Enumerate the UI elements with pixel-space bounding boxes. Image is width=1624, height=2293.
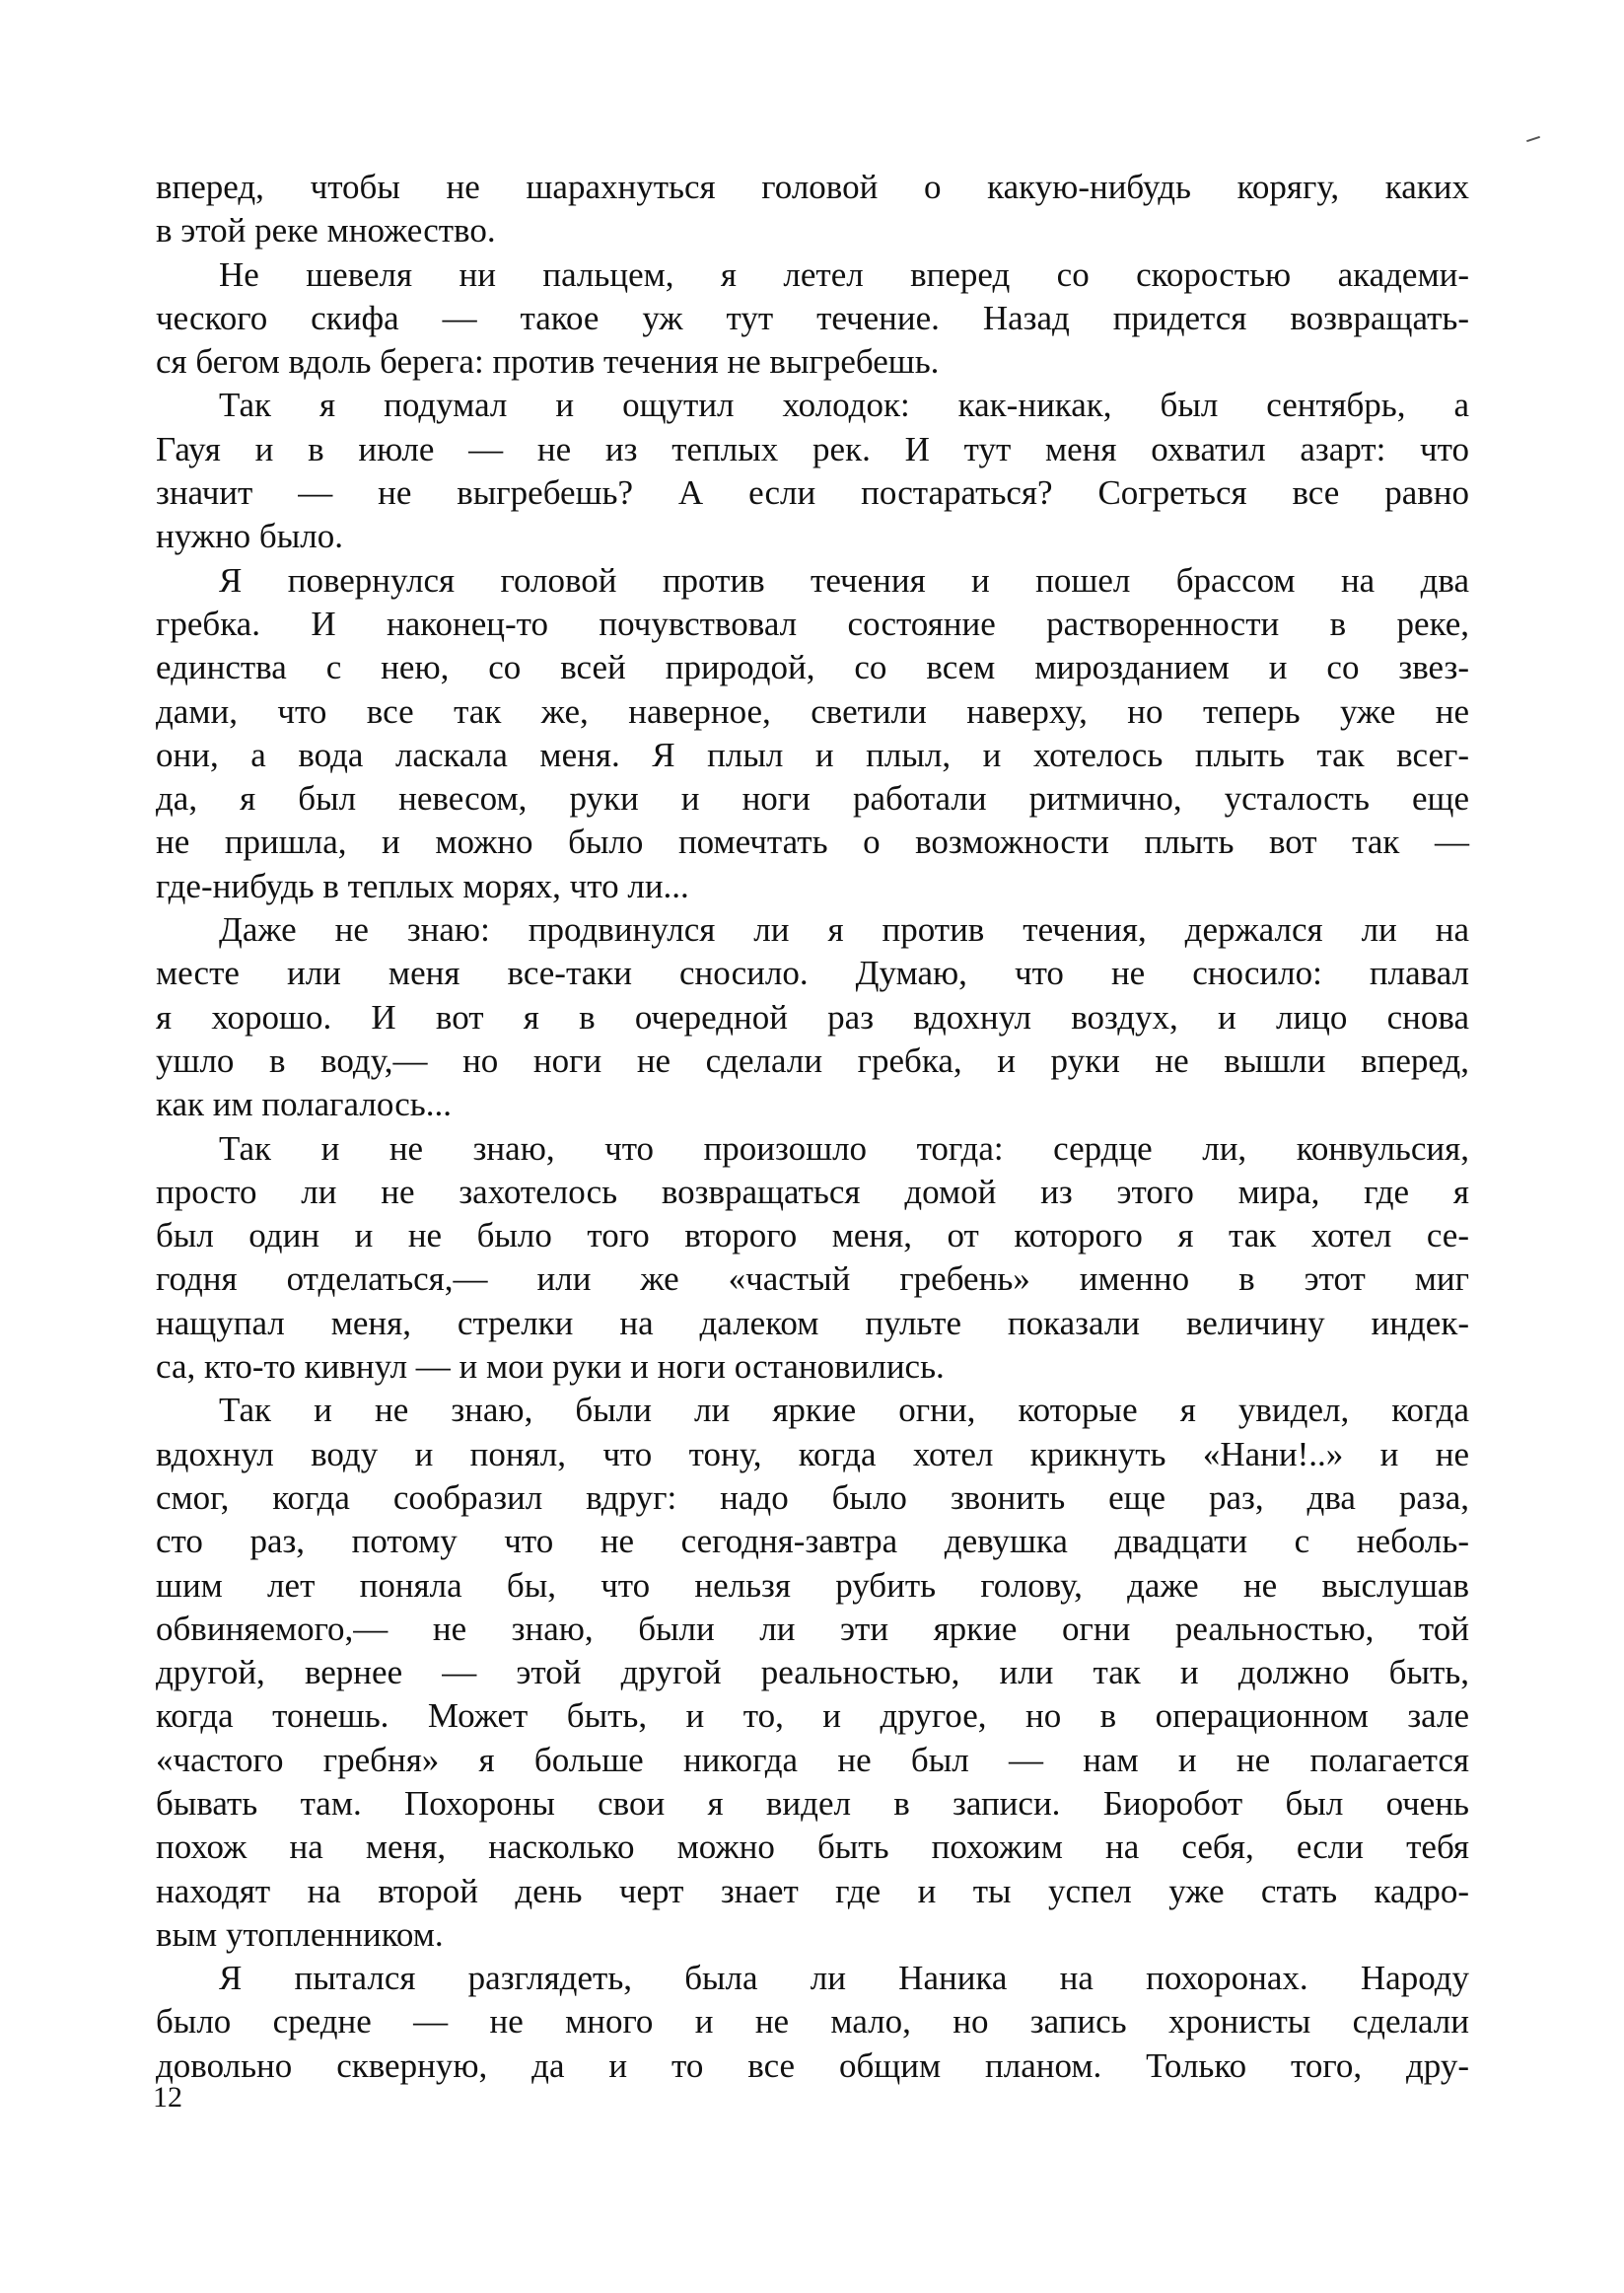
text-line: единства с нею, со всей природой, со всем мирозданием и со звез-	[156, 648, 1469, 687]
text-line: Даже не знаю: продвинулся ли я против течения, держался ли на	[219, 910, 1469, 950]
text-line: Так и не знаю, были ли яркие огни, которые я увидел, когда	[219, 1391, 1469, 1430]
paragraph	[156, 1957, 1469, 2088]
text-line: нужно было.	[156, 517, 343, 556]
text-line: ся бегом вдоль берега: против течения не выгребешь.	[156, 342, 940, 382]
paragraph	[156, 1127, 1469, 1390]
text-line: «частого гребня» я больше никогда не был — нам и не полагается	[156, 1740, 1469, 1779]
text-line: бывать там. Похороны свои я видел в записи. Биоробот был очень	[156, 1783, 1469, 1823]
paragraph	[156, 1389, 1469, 1957]
text-line: Гауя и в июле — не из теплых рек. И тут меня охватил азарт: что	[156, 429, 1469, 468]
text-line: где-нибудь в теплых морях, что ли...	[156, 866, 689, 905]
text-line: Так я подумал и ощутил холодок: как-никак, был сентябрь, а	[219, 386, 1469, 425]
text-line: вдохнул воду и понял, что тону, когда хотел крикнуть «Нани!..» и не	[156, 1434, 1469, 1473]
text-line: гребка. И наконец-то почувствовал состояние растворенности в реке,	[156, 604, 1469, 643]
text-line: просто ли не захотелось возвращаться домой из этого мира, где я	[156, 1172, 1469, 1211]
text-line: значит — не выгребешь? А если постараться? Согреться все равно	[156, 473, 1469, 513]
paragraph	[156, 384, 1469, 558]
text-line: ческого скифа — такое уж тут течение. Назад придется возвращать-	[156, 298, 1469, 337]
scan-speck	[1526, 136, 1540, 142]
paragraph	[156, 253, 1469, 385]
text-line: не пришла, и можно было помечтать о возможности плыть вот так —	[156, 823, 1469, 862]
text-line: вым утопленником.	[156, 1914, 444, 1954]
paragraph	[156, 908, 1469, 1126]
text-line: Я повернулся головой против течения и пошел брассом на два	[219, 560, 1469, 600]
text-line: ушло в воду,— но ноги не сделали гребка, и руки не вышли вперед,	[156, 1040, 1469, 1080]
page-number: 12	[153, 2081, 182, 2114]
text-line: дами, что все так же, наверное, светили наверху, но теперь уже не	[156, 691, 1469, 731]
text-line: са, кто-то кивнул — и мои руки и ноги остановились.	[156, 1347, 945, 1387]
text-line: похож на меня, насколько можно быть похожим на себя, если тебя	[156, 1827, 1469, 1867]
text-line: они, а вода ласкала меня. Я плыл и плыл, и хотелось плыть так всег-	[156, 735, 1469, 774]
paragraph	[156, 166, 1469, 253]
text-line: когда тонешь. Может быть, и то, и другое, но в операционном зале	[156, 1696, 1469, 1736]
text-line: как им полагалось...	[156, 1085, 452, 1124]
text-line: да, я был невесом, руки и ноги работали ритмично, усталость еще	[156, 779, 1469, 819]
page-body-text	[156, 166, 1469, 2088]
text-line: вперед, чтобы не шарахнуться головой о какую-нибудь корягу, каких	[156, 168, 1469, 206]
text-line: был один и не было того второго меня, от которого я так хотел се-	[156, 1216, 1469, 1255]
text-line: нащупал меня, стрелки на далеком пульте показали величину индек-	[156, 1303, 1469, 1342]
text-line: сто раз, потому что не сегодня-завтра девушка двадцати с неболь-	[156, 1522, 1469, 1561]
paragraph	[156, 559, 1469, 908]
text-line: другой, вернее — этой другой реальностью, или так и должно быть,	[156, 1653, 1469, 1692]
text-line: Не шевеля ни пальцем, я летел вперед со скоростью академи-	[219, 254, 1469, 294]
text-line: шим лет поняла бы, что нельзя рубить голову, даже не выслушав	[156, 1565, 1469, 1605]
text-line: смог, когда сообразил вдруг: надо было звонить еще раз, два раза,	[156, 1477, 1469, 1517]
text-line: обвиняемого,— не знаю, были ли эти яркие огни реальностью, той	[156, 1609, 1469, 1648]
text-line: я хорошо. И вот я в очередной раз вдохнул воздух, и лицо снова	[156, 997, 1469, 1037]
text-line: годня отделаться,— или же «частый гребень» именно в этот миг	[156, 1259, 1469, 1299]
text-line: Так и не знаю, что произошло тогда: сердце ли, конвульсия,	[219, 1128, 1469, 1168]
text-line: в этой реке множество.	[156, 211, 496, 251]
text-line: было средне — не много и не мало, но запись хронисты сделали	[156, 2002, 1469, 2042]
text-line: находят на второй день черт знает где и ты успел уже стать кадро-	[156, 1871, 1469, 1910]
text-line: довольно скверную, да и то все общим планом. Только того, дру-	[156, 2045, 1469, 2085]
text-line: Я пытался разглядеть, была ли Наника на похоронах. Народу	[219, 1959, 1469, 1998]
text-line: месте или меня все-таки сносило. Думаю, что не сносило: плавал	[156, 954, 1469, 993]
